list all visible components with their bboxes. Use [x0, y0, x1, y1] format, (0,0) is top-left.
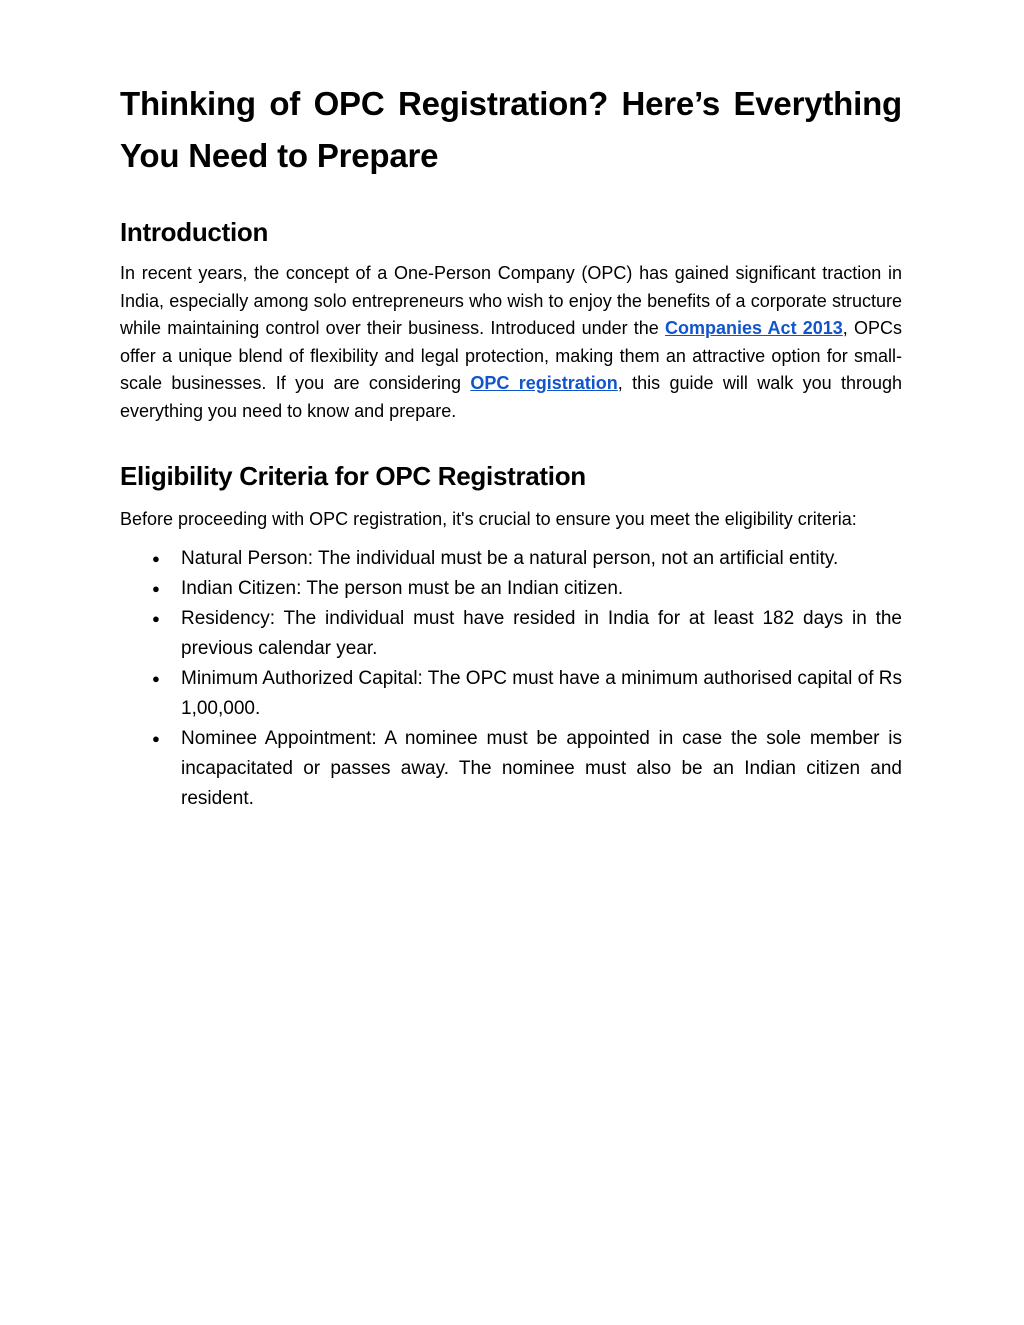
introduction-paragraph: [120, 260, 902, 426]
eligibility-heading: Eligibility Criteria for OPC Registration: [120, 460, 586, 491]
list-item: [120, 574, 902, 604]
page-title: Thinking of OPC Registration? Here’s Everything You Need to Prepare: [120, 85, 902, 174]
list-item: [120, 604, 902, 664]
document-page: [120, 78, 902, 814]
bullet-icon: ●: [152, 670, 160, 686]
list-item: [120, 664, 902, 724]
intro-text-part-3: , this guide will walk you through everything you need to know and prepare.: [120, 373, 902, 421]
bullet-icon: ●: [152, 610, 160, 626]
eligibility-lead-paragraph: Before proceeding with OPC registration, it's crucial to ensure you meet the eligibility criteria:: [120, 508, 857, 529]
eligibility-criteria-list: [120, 544, 902, 814]
list-item: [120, 544, 902, 574]
list-item-text: Natural Person: The individual must be a natural person, not an artificial entity.: [181, 547, 839, 569]
list-item-text: Residency: The individual must have resided in India for at least 182 days in the previous calendar year.: [181, 607, 902, 659]
bullet-icon: ●: [152, 730, 160, 746]
list-item-text: Minimum Authorized Capital: The OPC must have a minimum authorised capital of Rs 1,00,000.: [181, 667, 902, 719]
list-item-text: Nominee Appointment: A nominee must be appointed in case the sole member is incapacitated or passes away. The nominee must also be an Indian citizen and resident.: [181, 727, 902, 809]
companies-act-link[interactable]: Companies Act 2013: [665, 318, 843, 339]
bullet-icon: ●: [152, 550, 160, 566]
intro-text-part-2: , OPCs offer a unique blend of flexibility and legal protection, making them an attractive option for small-scale businesses. If you are considering: [120, 318, 902, 394]
list-item-text: Indian Citizen: The person must be an Indian citizen.: [181, 577, 624, 599]
opc-registration-link[interactable]: OPC registration: [470, 373, 618, 394]
intro-text-part-1: In recent years, the concept of a One-Person Company (OPC) has gained significant traction in India, especially among solo entrepreneurs who wish to enjoy the benefits of a corporate structure while maintaining control over their business. Introduced under the: [120, 263, 902, 339]
bullet-icon: ●: [152, 580, 160, 596]
list-item: [120, 724, 902, 814]
introduction-heading: Introduction: [120, 217, 269, 247]
